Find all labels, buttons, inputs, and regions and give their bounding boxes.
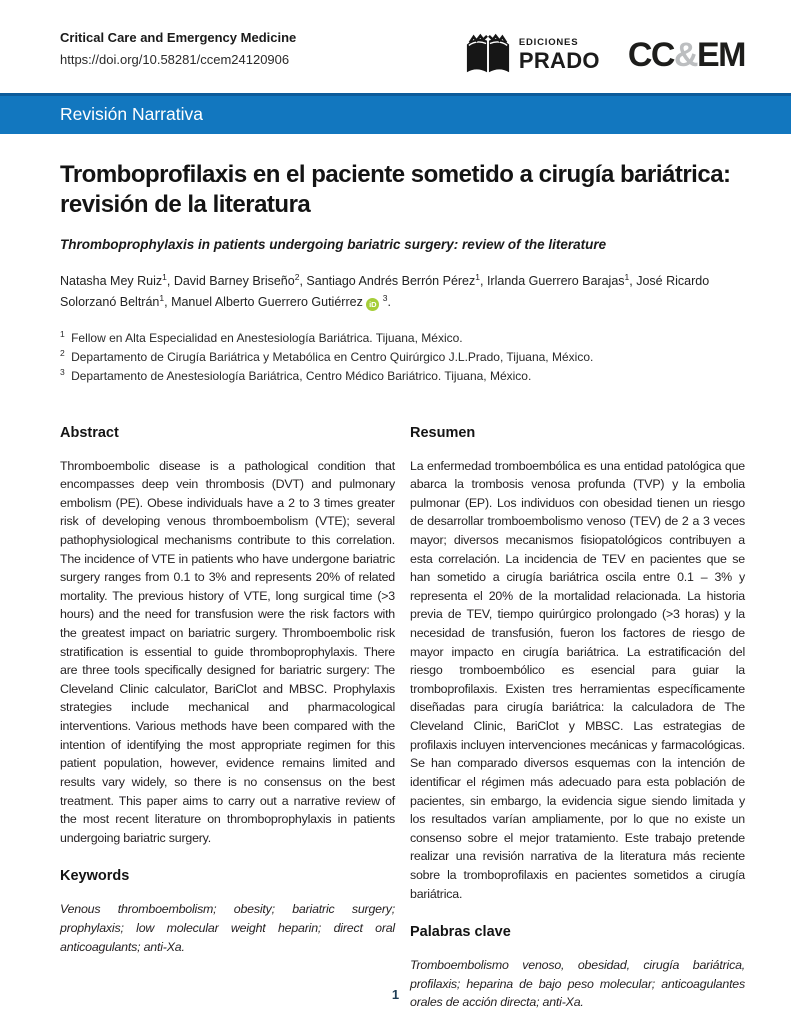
publisher-name [519, 38, 600, 72]
author-affiliation-ref: 3 [382, 293, 388, 303]
page-number: 1 [391, 987, 400, 1002]
author-affiliation-ref: 1 [475, 272, 480, 283]
abstract-text: Thromboembolic disease is a pathological condition that encompasses deep vein thrombosis (DVT) and pulmonary embolism (PE). Obese individuals have a 2 to 3 times greater risk of developing venous thromboembolism (VTE); several pathophysiological mechanisms contribute to this correlation. The incidence of VTE in patients who have undergone bariatric surgery ranges from 0.1 to 3% and represents 20% of related mortality. The previous history of VTE, long surgical time (>3 hours) and the need for transfusion were the risk factors with the greatest impact on bariatric surgery. Thromboembolic risk stratification is essential to guide thromboprophylaxis. There are three tools specifically designed for bariatric surgery: The Cleveland Clinic calculator, BariClot and MBSC. Prophylaxis strategies include mechanical and pharmacological interventions. Various methods have been compared with the intention of identifying the most appropriate regimen for this patient population, however, evidence remains limited and results vary widely, so there is no consensus on the best treatment. This paper aims to carry out a narrative review of the most recent literature on thromboprophylaxis in patients undergoing bariatric surgery. [60, 458, 395, 845]
author-name: Santiago Andrés Berrón Pérez [306, 274, 476, 289]
article-type-banner [0, 93, 791, 134]
wordmark-ampersand: & [673, 36, 697, 74]
author-name: Manuel Alberto Guerrero Gutiérrez [171, 295, 363, 310]
palabras-clave-text: Tromboembolismo venoso, obesidad, cirugía bariátrica, profilaxis; heparina de bajo peso molecular; anticoagulantes orales de acción directa; anti-Xa. [410, 958, 745, 1010]
resumen-heading: Resumen [410, 424, 476, 441]
orcid-icon[interactable]: iD [366, 298, 379, 311]
article-type-label: Revisión Narrativa [60, 104, 203, 124]
abstract-columns [60, 425, 745, 1012]
author-affiliation-ref: 1 [624, 272, 630, 283]
affiliation: $^3$ Departamento de Anestesiología Bariátrica, Centro Médico Bariátrico. Tijuana, México. [60, 366, 532, 383]
publisher-name-bottom: PRADO [518, 47, 600, 73]
open-book-icon [464, 32, 512, 78]
author-affiliation-ref: 2 [294, 272, 300, 283]
publisher-logo [464, 32, 600, 78]
article-title-english: Thromboprophylaxis in patients undergoing bariatric surgery: review of the literature [60, 237, 607, 253]
masthead-left [60, 30, 296, 67]
doi-link[interactable]: https://doi.org/10.58281/ccem24120906 [60, 52, 290, 67]
author-name: José Ricardo Solorzanó Beltrán [60, 274, 710, 310]
palabras-clave-heading: Palabras clave [410, 924, 511, 941]
author-name: David Barney Briseño [173, 274, 295, 289]
wordmark-cc: CC [627, 36, 674, 74]
author-list: Natasha Mey Ruiz$^1$, David Barney Briseño$^2$, Santiago Andrés Berrón Pérez$^1$, Irlanda Guerrero Barajas$^1$, José Ricardo Solorzanó Beltrán$^1$, Manuel Alberto Guerrero Gutiérrez iD $^3$. [60, 272, 710, 310]
abstract-section [60, 425, 395, 1012]
affiliation-list [60, 328, 745, 385]
journal-name: Critical Care and Emergency Medicine [60, 30, 297, 45]
resumen-text: La enfermedad tromboembólica es una entidad patológica que abarca la trombosis venosa profunda (TVP) y la embolia pulmonar (EP). Los individuos con obesidad tienen un riesgo de desarrollar tromboembolismo venoso (TEV) de 2 a 3 veces mayor; diversos mecanismos fisiopatológicos contribuyen a esta correlación. La incidencia de TEV en pacientes que se han sometido a cirugía bariátrica oscila entre 0.1 – 3% y representa el 20% de la mortalidad relacionada. La historia previa de TEV, tiempo quirúrgico prolongado (>3 horas) y la necesidad de transfusión, fueron los factores de riesgo de mayor impacto en cirugía bariátrica. La estratificación del riesgo tromboembólico es esencial para guiar la tromboprofilaxis. Existen tres herramientas específicamente diseñadas para cirugía bariátrica: la calculadora de The Cleveland Clinic, BariClot y MBSC. Las estrategias de profilaxis incluyen intervenciones mecánicas y farmacológicas. Se han comparado diversos esquemas con la intención de identificar el régimen más adecuado para esta población de pacientes, sin embargo, la evidencia sigue siendo limitada y los resultados varían ampliamente, por lo que no existe un consenso sobre el mejor tratamiento. Este trabajo pretende realizar una revisión narrativa de la literatura más reciente sobre la tromboprofilaxis en pacientes sometidos a cirugía bariátrica. [410, 458, 745, 901]
resumen-section [410, 425, 745, 1012]
abstract-heading: Abstract [60, 424, 119, 441]
keywords-heading: Keywords [60, 868, 130, 885]
author-affiliation-ref: 1 [159, 293, 165, 303]
masthead-logos [464, 32, 745, 78]
journal-wordmark [628, 38, 745, 72]
page-footer [0, 986, 791, 1004]
affiliation: $^1$ Fellow en Alta Especialidad en Anestesiología Bariátrica. Tijuana, México. [60, 328, 463, 345]
article-title: Tromboprofilaxis en el paciente sometido a cirugía bariátrica: revisión de la literatura [60, 161, 731, 219]
article-body [0, 160, 791, 1012]
masthead [0, 0, 791, 78]
author-name: Irlanda Guerrero Barajas [486, 274, 625, 289]
wordmark-em: EM [697, 36, 745, 74]
publisher-name-top: EDICIONES [518, 37, 579, 49]
affiliation: $^2$ Departamento de Cirugía Bariátrica y Metabólica en Centro Quirúrgico J.L.Prado, Tijuana, México. [60, 347, 594, 364]
author-affiliation-ref: 1 [162, 272, 167, 283]
keywords-text: Venous thromboembolism; obesity; bariatric surgery; prophylaxis; low molecular weight heparin; direct oral anticoagulants; anti-Xa. [60, 902, 395, 954]
author-name: Natasha Mey Ruiz [60, 274, 163, 289]
